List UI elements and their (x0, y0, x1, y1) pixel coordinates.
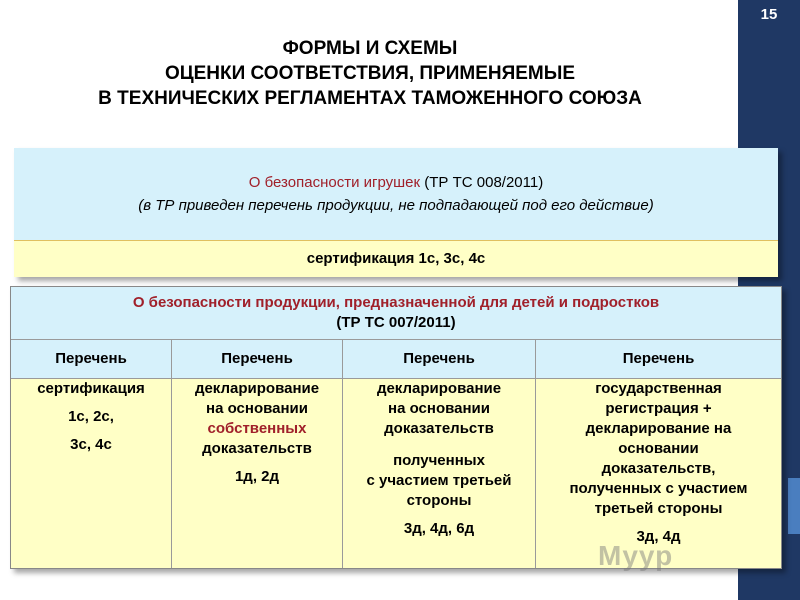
toys-box-footer: сертификация 1с, 3с, 4с (306, 250, 486, 267)
cell3-line: 3д, 4д, 6д (403, 520, 475, 537)
cell4-line: государственная (595, 380, 722, 397)
title-line-3: В ТЕХНИЧЕСКИХ РЕГЛАМЕНТАХ ТАМОЖЕННОГО СОЮЗА (98, 88, 642, 109)
cell2-line: на основании (206, 400, 308, 417)
toys-regulation-box (14, 148, 778, 277)
cell3-line: декларирование (376, 380, 502, 397)
cell1-line: 1с, 2с, (68, 408, 114, 425)
cell2-line: декларирование (194, 380, 320, 397)
column-header-1: Перечень (55, 350, 127, 367)
cell-own-declaration (172, 379, 342, 568)
cell4-line: регистрация + (605, 400, 712, 417)
toys-line1-suffix: (ТР ТС 008/2011) (420, 174, 544, 191)
slide-title (0, 36, 740, 111)
children-products-box (10, 286, 782, 569)
toys-box-line-1 (14, 171, 778, 194)
sidebar-accent (788, 478, 800, 534)
column-header-4: Перечень (622, 350, 695, 367)
cell4-line: 3д, 4д (636, 528, 681, 545)
title-line-1: ФОРМЫ И СХЕМЫ (282, 38, 458, 59)
column-headers-row (11, 340, 781, 379)
page-number: 15 (760, 6, 778, 23)
cell3-line: стороны (406, 492, 472, 509)
cell-certification (11, 379, 171, 568)
toys-box-line-2 (14, 194, 778, 217)
toys-line1-highlight: игрушек (363, 174, 421, 191)
children-title-text-1: О безопасности продукции, предназначенной для детей и подростков (132, 294, 660, 311)
cell1-line: 3с, 4с (70, 436, 112, 453)
children-box-header (11, 287, 781, 340)
watermark-logo: Муур (598, 540, 674, 571)
cell3-line: с участием третьей (366, 472, 512, 489)
cell2-line: доказательств (202, 440, 312, 457)
cell3-line: полученных (393, 452, 485, 469)
cell-third-party-declaration (343, 379, 535, 568)
column-header-3: Перечень (403, 350, 475, 367)
cell4-line: третьей стороны (594, 500, 723, 517)
cell3-line: на основании (388, 400, 490, 417)
toys-line1-prefix: О безопасности (248, 174, 364, 191)
cell1-line: сертификация (37, 380, 145, 397)
column-header-2: Перечень (221, 350, 293, 367)
children-title-line-1 (11, 293, 781, 313)
toys-box-header (14, 148, 778, 241)
cell3-line: доказательств (384, 420, 494, 437)
cell4-line: полученных с участием (569, 480, 748, 497)
title-line-2: ОЦЕНКИ СООТВЕТСТВИЯ, ПРИМЕНЯЕМЫЕ (164, 63, 576, 84)
cell2-line-highlight: собственных (207, 420, 307, 437)
toys-line2-text: (в ТР приведен перечень продукции, не подпадающей под его действие) (138, 197, 654, 214)
cell4-line: декларирование на (585, 420, 732, 437)
cell4-line: доказательств, (601, 460, 716, 477)
cell4-line: основании (618, 440, 699, 457)
cell2-line: 1д, 2д (234, 468, 280, 485)
children-title-line-2: (ТР ТС 007/2011) (336, 314, 456, 331)
